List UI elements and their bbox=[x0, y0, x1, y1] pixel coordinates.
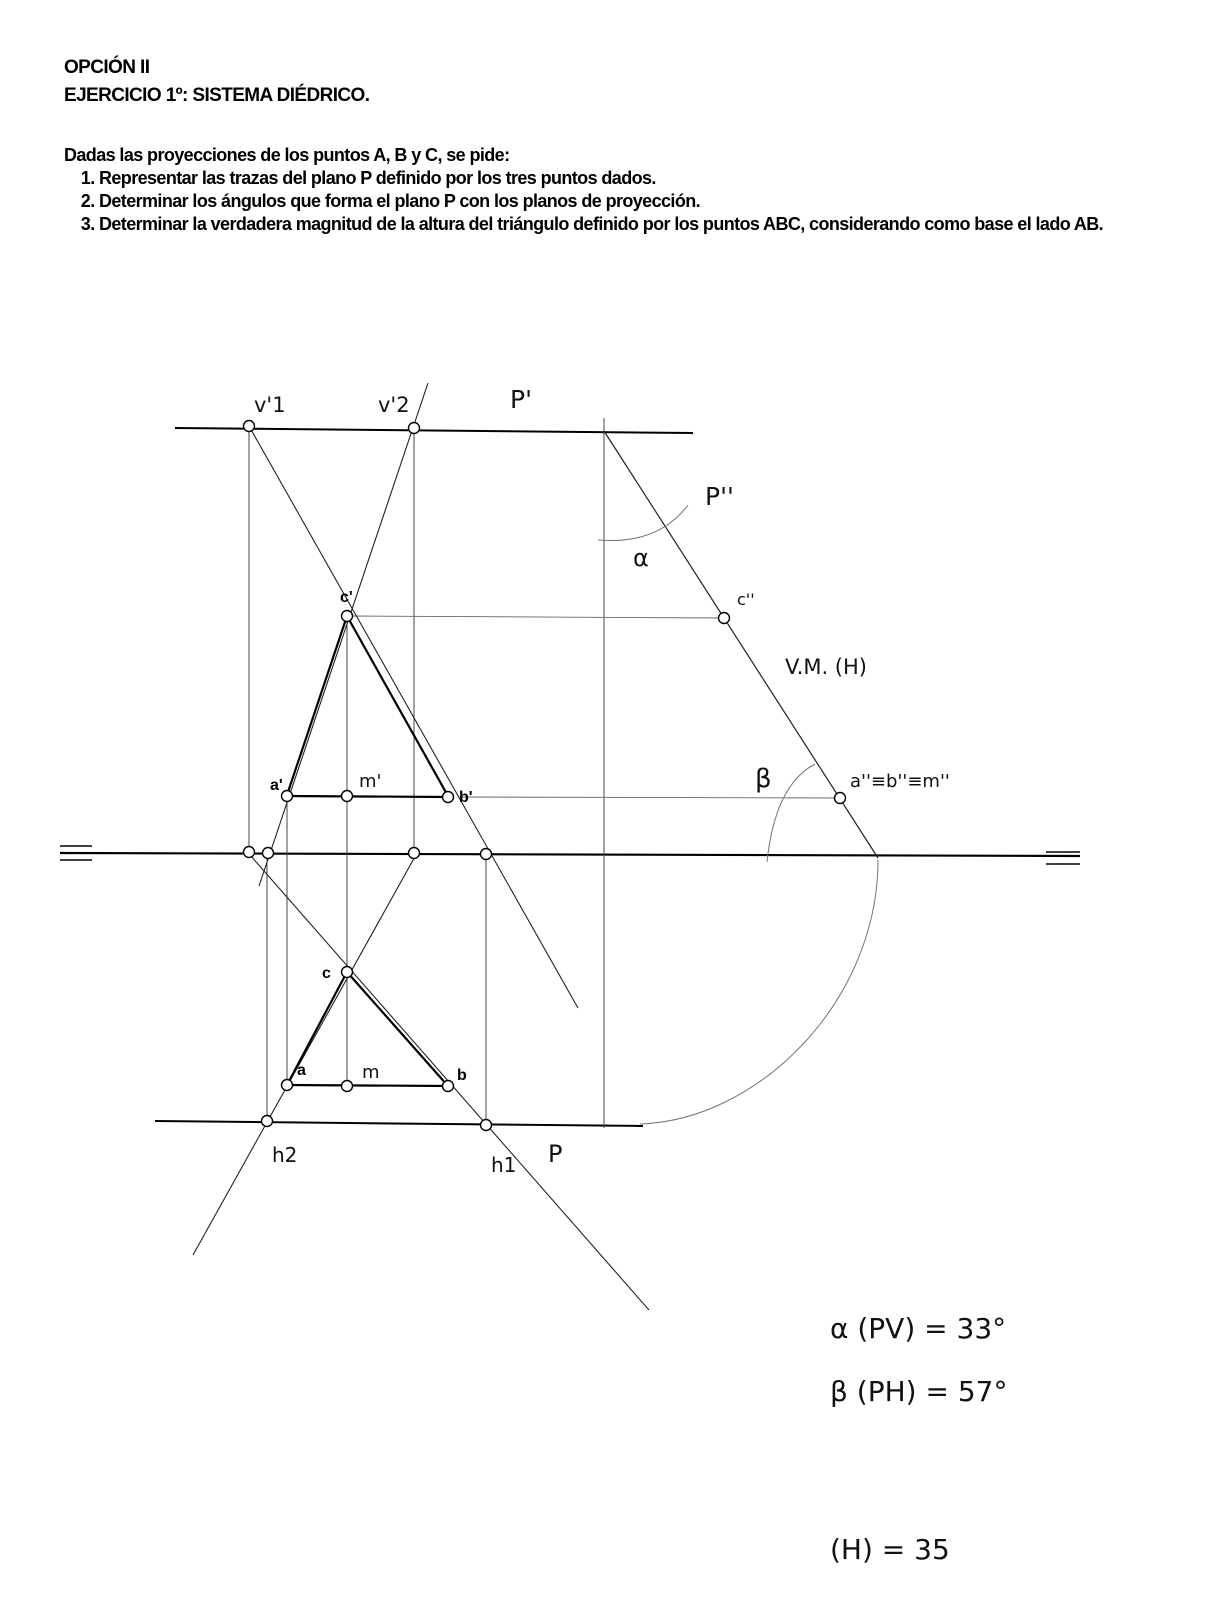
triangle-vertical bbox=[287, 616, 448, 797]
construction-lines bbox=[193, 383, 649, 1310]
horizontal-trace-label: P bbox=[548, 1140, 563, 1168]
alpha-label: α bbox=[633, 544, 649, 572]
lower-horizontal-plane-line bbox=[155, 1121, 643, 1126]
h2-label: h2 bbox=[272, 1143, 298, 1167]
beta-label: β bbox=[755, 764, 772, 794]
vertical-trace-label: P' bbox=[510, 385, 532, 414]
m-label: m bbox=[362, 1062, 380, 1083]
height-result: (H) = 35 bbox=[830, 1533, 950, 1566]
task-item: 1. Representar las trazas del plano P definido por los tres puntos dados. bbox=[99, 167, 1184, 190]
v2-label: v'2 bbox=[378, 393, 410, 417]
v1-label: v'1 bbox=[254, 393, 286, 417]
task-item: 3. Determinar la verdadera magnitud de la altura del triángulo definido por los puntos ABC, considerando como base el lado AB. bbox=[99, 213, 1184, 236]
c-label: c bbox=[322, 965, 331, 982]
profile-trace-label: P'' bbox=[705, 482, 734, 511]
ground-line bbox=[60, 846, 1080, 864]
task-item: 2. Determinar los ángulos que forma el plano P con los planos de proyección. bbox=[99, 190, 1184, 213]
c-prime-label: c' bbox=[340, 589, 353, 606]
exercise-intro: Dadas las proyecciones de los puntos A, B y C, se pide: bbox=[64, 145, 510, 165]
a-prime-label: a' bbox=[270, 777, 283, 794]
a-label: a bbox=[297, 1062, 306, 1079]
option-title: OPCIÓN II bbox=[64, 57, 150, 78]
b-label: b bbox=[457, 1067, 467, 1084]
h1-label: h1 bbox=[491, 1153, 517, 1177]
c-profile-label: c'' bbox=[737, 590, 755, 609]
b-prime-label: b' bbox=[459, 789, 473, 806]
exercise-title: EJERCICIO 1º: SISTEMA DIÉDRICO. bbox=[64, 85, 370, 106]
abm-profile-label: a''≡b''≡m'' bbox=[850, 771, 950, 792]
m-prime-label: m' bbox=[359, 771, 382, 792]
beta-result: β (PH) = 57° bbox=[830, 1375, 1008, 1408]
true-magnitude-label: V.M. (H) bbox=[785, 655, 867, 679]
alpha-result: α (PV) = 33° bbox=[830, 1312, 1007, 1345]
